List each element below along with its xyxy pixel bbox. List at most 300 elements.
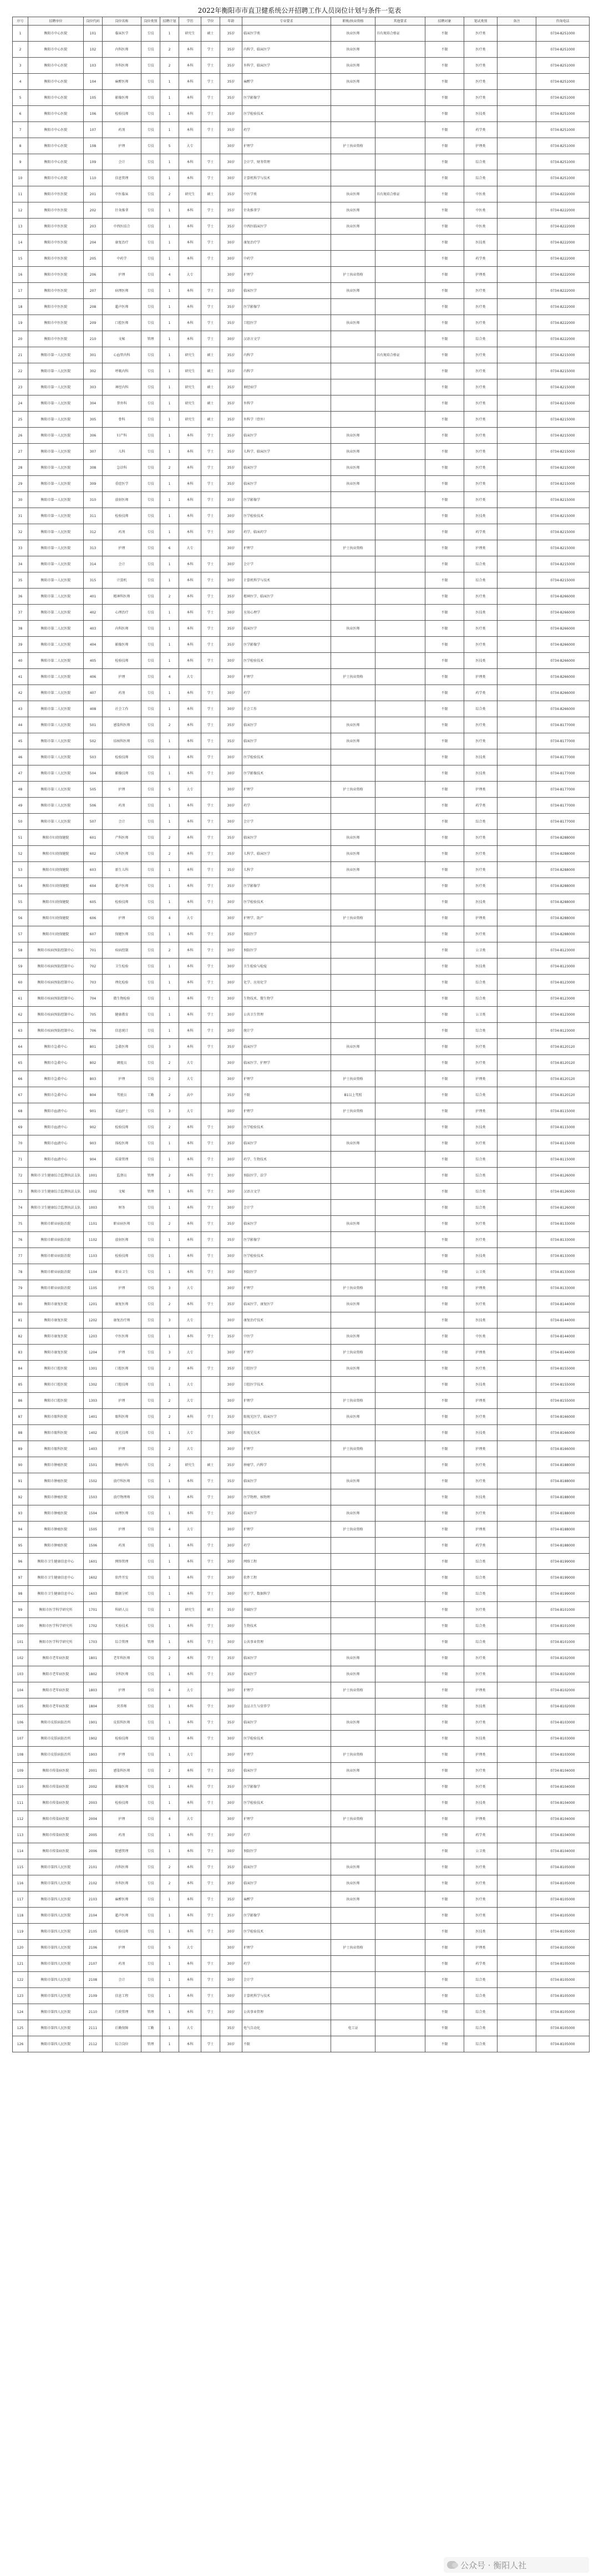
cell-exam: 综合类: [464, 1554, 498, 1570]
cell-no: 88: [13, 1425, 28, 1441]
cell-age: 35岁: [220, 347, 242, 363]
cell-other: [375, 749, 425, 765]
cell-post: 影像医师: [103, 637, 141, 653]
cell-code: 309: [84, 476, 103, 492]
column-header: 其他要求: [375, 17, 425, 26]
cell-major: 中药学: [242, 251, 331, 267]
cell-post: 中医临床: [103, 186, 141, 202]
cell-target: 不限: [425, 589, 464, 605]
cell-cert: [331, 1956, 375, 1972]
cell-age: 30岁: [220, 2036, 242, 2052]
cell-type: 专技: [141, 58, 160, 74]
cell-target: 不限: [425, 1039, 464, 1055]
cell-exam: 医疗类: [464, 862, 498, 878]
cell-type: 专技: [141, 1924, 160, 1940]
cell-post: 结核科医师: [103, 733, 141, 749]
cell-degree: [201, 782, 220, 798]
cell-age: 30岁: [220, 975, 242, 991]
cell-num: 4: [160, 1522, 179, 1538]
table-row: [13, 2036, 590, 2052]
cell-exam: 综合类: [464, 2036, 498, 2052]
cell-post: 财务: [103, 1200, 141, 1216]
cell-degree: 学士: [201, 637, 220, 653]
cell-other: [375, 1119, 425, 1135]
cell-target: 不限: [425, 492, 464, 508]
cell-age: 35岁: [220, 621, 242, 637]
cell-num: 2: [160, 1441, 179, 1457]
cell-tel: 0734-8102000: [536, 1698, 590, 1715]
cell-tel: 0734-8177000: [536, 749, 590, 765]
cell-unit: 衡阳市第一人民医院: [28, 572, 84, 589]
cell-edu: 本科: [179, 1007, 201, 1023]
cell-exam: 医疗类: [464, 621, 498, 637]
cell-note: [498, 524, 536, 540]
cell-major: 临床医学: [242, 1715, 331, 1731]
cell-edu: 本科: [179, 1988, 201, 2004]
cell-degree: 学士: [201, 621, 220, 637]
cell-age: 30岁: [220, 701, 242, 717]
cell-num: 1: [160, 1988, 179, 2004]
cell-age: 35岁: [220, 58, 242, 74]
cell-num: 2: [160, 1361, 179, 1377]
cell-exam: 综合类: [464, 991, 498, 1007]
cell-cert: [331, 122, 375, 138]
cell-edu: 本科: [179, 1908, 201, 1924]
cell-exam: 公卫类: [464, 1007, 498, 1023]
cell-exam: 药学类: [464, 685, 498, 701]
cell-code: 1505: [84, 1522, 103, 1538]
cell-other: [375, 1666, 425, 1682]
cell-post: 康复治疗师: [103, 1312, 141, 1328]
cell-major: 会计学: [242, 556, 331, 572]
cell-other: 具有规培合格证: [375, 186, 425, 202]
cell-degree: 学士: [201, 428, 220, 444]
cell-num: 1: [160, 1956, 179, 1972]
cell-note: [498, 637, 536, 653]
cell-type: 专技: [141, 910, 160, 926]
cell-other: [375, 1152, 425, 1168]
cell-post: 药剂: [103, 798, 141, 814]
cell-note: [498, 1152, 536, 1168]
cell-tel: 0734-8105000: [536, 1940, 590, 1956]
cell-tel: 0734-8215000: [536, 347, 590, 363]
cell-age: 35岁: [220, 122, 242, 138]
cell-cert: [331, 251, 375, 267]
cell-other: [375, 1505, 425, 1522]
cell-code: 1602: [84, 1570, 103, 1586]
cell-major: 医学影像学: [242, 1908, 331, 1924]
cell-note: [498, 395, 536, 412]
cell-major: 药学: [242, 122, 331, 138]
cell-unit: 衡阳市第二人民医院: [28, 653, 84, 669]
cell-no: 109: [13, 1763, 28, 1779]
cell-exam: 医疗类: [464, 717, 498, 733]
cell-major: 中医学类: [242, 186, 331, 202]
table-row: [13, 701, 590, 717]
cell-code: 804: [84, 1087, 103, 1103]
cell-num: 1: [160, 653, 179, 669]
cell-tel: 0734-8215000: [536, 379, 590, 395]
cell-major: 临床医学: [242, 1505, 331, 1522]
cell-degree: 学士: [201, 605, 220, 621]
cell-cert: [331, 2036, 375, 2052]
cell-no: 99: [13, 1602, 28, 1618]
cell-note: [498, 1522, 536, 1538]
cell-age: 30岁: [220, 959, 242, 975]
cell-cert: 执业医师: [331, 315, 375, 331]
cell-major: 护理学: [242, 1682, 331, 1698]
cell-major: 网络工程: [242, 1554, 331, 1570]
cell-num: 1: [160, 1586, 179, 1602]
cell-target: 不限: [425, 1586, 464, 1602]
cell-type: 专技: [141, 1377, 160, 1393]
cell-tel: 0734-8251000: [536, 26, 590, 42]
cell-note: [498, 1457, 536, 1473]
cell-edu: 本科: [179, 1763, 201, 1779]
cell-age: 30岁: [220, 1377, 242, 1393]
cell-edu: 大专: [179, 1071, 201, 1087]
cell-exam: 医技类: [464, 1377, 498, 1393]
cell-no: 124: [13, 2004, 28, 2020]
cell-degree: [201, 1055, 220, 1071]
cell-note: [498, 1103, 536, 1119]
cell-exam: 医疗类: [464, 1473, 498, 1489]
cell-code: 505: [84, 782, 103, 798]
cell-no: 82: [13, 1328, 28, 1345]
cell-no: 17: [13, 283, 28, 299]
cell-major: 生物技术: [242, 1618, 331, 1634]
cell-tel: 0734-8188000: [536, 1522, 590, 1538]
cell-tel: 0734-8288000: [536, 862, 590, 878]
cell-edu: 本科: [179, 1538, 201, 1554]
cell-code: 1702: [84, 1618, 103, 1634]
cell-code: 1302: [84, 1377, 103, 1393]
cell-target: 不限: [425, 1232, 464, 1248]
cell-other: [375, 1698, 425, 1715]
cell-exam: 医疗类: [464, 1892, 498, 1908]
table-row: [13, 2020, 590, 2036]
cell-tel: 0734-8215000: [536, 412, 590, 428]
cell-target: 不限: [425, 1650, 464, 1666]
cell-target: 不限: [425, 669, 464, 685]
cell-other: [375, 2020, 425, 2036]
cell-tel: 0734-8215000: [536, 572, 590, 589]
cell-type: 专技: [141, 1216, 160, 1232]
cell-type: 专技: [141, 1248, 160, 1264]
table-row: [13, 782, 590, 798]
cell-type: 专技: [141, 798, 160, 814]
table-row: [13, 621, 590, 637]
cell-major: 临床医学: [242, 1135, 331, 1152]
cell-post: 网络管理: [103, 1554, 141, 1570]
cell-age: 35岁: [220, 444, 242, 460]
cell-cert: [331, 235, 375, 251]
cell-major: 康复治疗学: [242, 235, 331, 251]
cell-unit: 衡阳市第二人民医院: [28, 589, 84, 605]
cell-target: 不限: [425, 975, 464, 991]
cell-post: 康复治疗: [103, 235, 141, 251]
cell-num: 2: [160, 186, 179, 202]
cell-cert: [331, 299, 375, 315]
cell-edu: 本科: [179, 492, 201, 508]
cell-cert: [331, 653, 375, 669]
cell-exam: 护理类: [464, 1441, 498, 1457]
cell-unit: 衡阳市第三人民医院: [28, 717, 84, 733]
cell-other: [375, 363, 425, 379]
cell-post: 微生物检验: [103, 991, 141, 1007]
cell-exam: 综合类: [464, 1988, 498, 2004]
cell-post: 中西医结合: [103, 219, 141, 235]
cell-cert: [331, 1457, 375, 1473]
cell-tel: 0734-8144000: [536, 1312, 590, 1328]
cell-age: 35岁: [220, 363, 242, 379]
cell-degree: 硕士: [201, 1602, 220, 1618]
cell-other: [375, 1296, 425, 1312]
cell-unit: 衡阳市第四人民医院: [28, 1956, 84, 1972]
cell-other: [375, 1843, 425, 1859]
cell-no: 111: [13, 1795, 28, 1811]
cell-degree: 学士: [201, 122, 220, 138]
cell-post: 检验技师: [103, 1119, 141, 1135]
cell-target: 不限: [425, 1135, 464, 1152]
cell-post: 麻醉医师: [103, 1892, 141, 1908]
cell-edu: 大专: [179, 1280, 201, 1296]
cell-exam: 护理类: [464, 1393, 498, 1409]
cell-tel: 0734-8101000: [536, 1618, 590, 1634]
cell-num: 1: [160, 765, 179, 782]
cell-code: 101: [84, 26, 103, 42]
cell-exam: 医技类: [464, 1489, 498, 1505]
table-row: [13, 894, 590, 910]
cell-type: 专技: [141, 1570, 160, 1586]
cell-type: 管理: [141, 1184, 160, 1200]
cell-major: 公共事业管理: [242, 1634, 331, 1650]
cell-degree: 学士: [201, 1554, 220, 1570]
cell-edu: 本科: [179, 1570, 201, 1586]
cell-target: 不限: [425, 315, 464, 331]
cell-edu: 本科: [179, 106, 201, 122]
cell-num: 1: [160, 444, 179, 460]
cell-target: 不限: [425, 1698, 464, 1715]
cell-code: 1301: [84, 1361, 103, 1377]
cell-num: 2: [160, 1168, 179, 1184]
cell-note: [498, 1264, 536, 1280]
cell-code: 104: [84, 74, 103, 90]
cell-type: 专技: [141, 122, 160, 138]
cell-no: 23: [13, 379, 28, 395]
cell-no: 73: [13, 1184, 28, 1200]
cell-type: 专技: [141, 154, 160, 170]
cell-other: [375, 299, 425, 315]
cell-note: [498, 1071, 536, 1087]
cell-degree: 学士: [201, 1715, 220, 1731]
cell-tel: 0734-8188000: [536, 1505, 590, 1522]
cell-code: 314: [84, 556, 103, 572]
cell-major: 统计学: [242, 1023, 331, 1039]
cell-post: 康复医师: [103, 1296, 141, 1312]
cell-unit: 衡阳市传染病医院: [28, 1843, 84, 1859]
cell-other: 具有规培合格证: [375, 26, 425, 42]
cell-age: 30岁: [220, 1312, 242, 1328]
cell-num: 1: [160, 1747, 179, 1763]
cell-type: 专技: [141, 170, 160, 186]
cell-cert: [331, 1586, 375, 1602]
cell-num: 2: [160, 1875, 179, 1892]
table-row: [13, 74, 590, 90]
cell-cert: 执业医师: [331, 862, 375, 878]
cell-other: [375, 1972, 425, 1988]
cell-code: 2108: [84, 1972, 103, 1988]
cell-age: 30岁: [220, 1634, 242, 1650]
column-header: 年龄: [220, 17, 242, 26]
cell-major: 汉语言文学: [242, 1184, 331, 1200]
cell-other: [375, 476, 425, 492]
cell-other: [375, 444, 425, 460]
cell-edu: 本科: [179, 460, 201, 476]
cell-type: 专技: [141, 942, 160, 959]
cell-unit: 衡阳市第四人民医院: [28, 2004, 84, 2020]
cell-code: 202: [84, 202, 103, 219]
cell-unit: 衡阳市疾病预防控制中心: [28, 959, 84, 975]
cell-unit: 衡阳市中医医院: [28, 299, 84, 315]
cell-unit: 衡阳市第三人民医院: [28, 733, 84, 749]
cell-unit: 衡阳市老年病医院: [28, 1666, 84, 1682]
cell-target: 不限: [425, 1779, 464, 1795]
cell-degree: 学士: [201, 154, 220, 170]
cell-unit: 衡阳市妇幼保健院: [28, 894, 84, 910]
cell-no: 126: [13, 2036, 28, 2052]
cell-cert: [331, 1312, 375, 1328]
cell-note: [498, 1682, 536, 1698]
cell-type: 专技: [141, 1956, 160, 1972]
cell-unit: 衡阳市第二人民医院: [28, 637, 84, 653]
cell-other: [375, 975, 425, 991]
cell-unit: 衡阳市第一人民医院: [28, 347, 84, 363]
cell-type: 专技: [141, 251, 160, 267]
cell-type: 专技: [141, 1055, 160, 1071]
table-row: [13, 90, 590, 106]
cell-target: 不限: [425, 1361, 464, 1377]
cell-unit: 衡阳市妇幼保健院: [28, 926, 84, 942]
cell-post: 放疗物理师: [103, 1489, 141, 1505]
cell-major: 应用心理学: [242, 605, 331, 621]
cell-code: 205: [84, 251, 103, 267]
cell-major: 护理学: [242, 1280, 331, 1296]
cell-edu: 本科: [179, 1489, 201, 1505]
cell-code: 705: [84, 1007, 103, 1023]
cell-no: 70: [13, 1135, 28, 1152]
cell-post: 检验技师: [103, 508, 141, 524]
cell-cert: [331, 605, 375, 621]
table-row: [13, 315, 590, 331]
cell-note: [498, 926, 536, 942]
cell-note: [498, 1232, 536, 1248]
column-header: 招聘单位: [28, 17, 84, 26]
cell-exam: 医疗类: [464, 926, 498, 942]
cell-target: 不限: [425, 991, 464, 1007]
cell-exam: 综合类: [464, 1087, 498, 1103]
cell-code: 2004: [84, 1811, 103, 1827]
cell-tel: 0734-8101000: [536, 1634, 590, 1650]
cell-other: [375, 1023, 425, 1039]
cell-cert: [331, 1232, 375, 1248]
cell-other: [375, 106, 425, 122]
cell-degree: 学士: [201, 1634, 220, 1650]
cell-target: 不限: [425, 1602, 464, 1618]
cell-degree: 学士: [201, 814, 220, 830]
cell-tel: 0734-8288000: [536, 878, 590, 894]
cell-age: 35岁: [220, 460, 242, 476]
cell-no: 61: [13, 991, 28, 1007]
cell-note: [498, 1763, 536, 1779]
cell-note: [498, 1811, 536, 1827]
cell-exam: 综合类: [464, 1570, 498, 1586]
cell-target: 不限: [425, 846, 464, 862]
cell-unit: 衡阳市妇幼保健院: [28, 910, 84, 926]
cell-note: [498, 283, 536, 299]
cell-note: [498, 1184, 536, 1200]
cell-major: 预防医学、法学: [242, 1168, 331, 1184]
table-row: [13, 1666, 590, 1682]
cell-num: 2: [160, 846, 179, 862]
cell-post: 检验技师: [103, 1924, 141, 1940]
cell-age: 35岁: [220, 1602, 242, 1618]
cell-code: 106: [84, 106, 103, 122]
cell-num: 1: [160, 170, 179, 186]
cell-code: 603: [84, 862, 103, 878]
cell-no: 30: [13, 492, 28, 508]
cell-cert: [331, 1843, 375, 1859]
table-row: [13, 58, 590, 74]
cell-target: 不限: [425, 1055, 464, 1071]
cell-degree: 学士: [201, 1361, 220, 1377]
cell-type: 专技: [141, 1489, 160, 1505]
cell-major: 会计学: [242, 1200, 331, 1216]
cell-num: 1: [160, 428, 179, 444]
cell-degree: 学士: [201, 315, 220, 331]
cell-edu: 大专: [179, 267, 201, 283]
cell-exam: 综合类: [464, 701, 498, 717]
cell-note: [498, 733, 536, 749]
cell-num: 1: [160, 878, 179, 894]
cell-code: 607: [84, 926, 103, 942]
table-row: [13, 106, 590, 122]
cell-unit: 衡阳市卫生健康综合监督执法支队: [28, 1200, 84, 1216]
cell-num: 1: [160, 251, 179, 267]
cell-target: 不限: [425, 1763, 464, 1779]
cell-age: 30岁: [220, 2004, 242, 2020]
cell-unit: 衡阳市第四人民医院: [28, 1908, 84, 1924]
cell-num: 2: [160, 1763, 179, 1779]
cell-age: 30岁: [220, 1618, 242, 1634]
table-row: [13, 1875, 590, 1892]
cell-post: 药剂: [103, 122, 141, 138]
cell-tel: 0734-8104000: [536, 1811, 590, 1827]
cell-code: 402: [84, 605, 103, 621]
cell-tel: 0734-8266000: [536, 653, 590, 669]
cell-major: 医学影像学: [242, 1779, 331, 1795]
cell-target: 不限: [425, 1103, 464, 1119]
cell-cert: [331, 1248, 375, 1264]
cell-major: 医学影像学: [242, 637, 331, 653]
cell-edu: 本科: [179, 58, 201, 74]
cell-other: [375, 42, 425, 58]
table-row: [13, 1168, 590, 1184]
cell-cert: 执业医师: [331, 58, 375, 74]
cell-code: 302: [84, 363, 103, 379]
cell-unit: 衡阳市第四人民医院: [28, 1875, 84, 1892]
cell-other: [375, 782, 425, 798]
